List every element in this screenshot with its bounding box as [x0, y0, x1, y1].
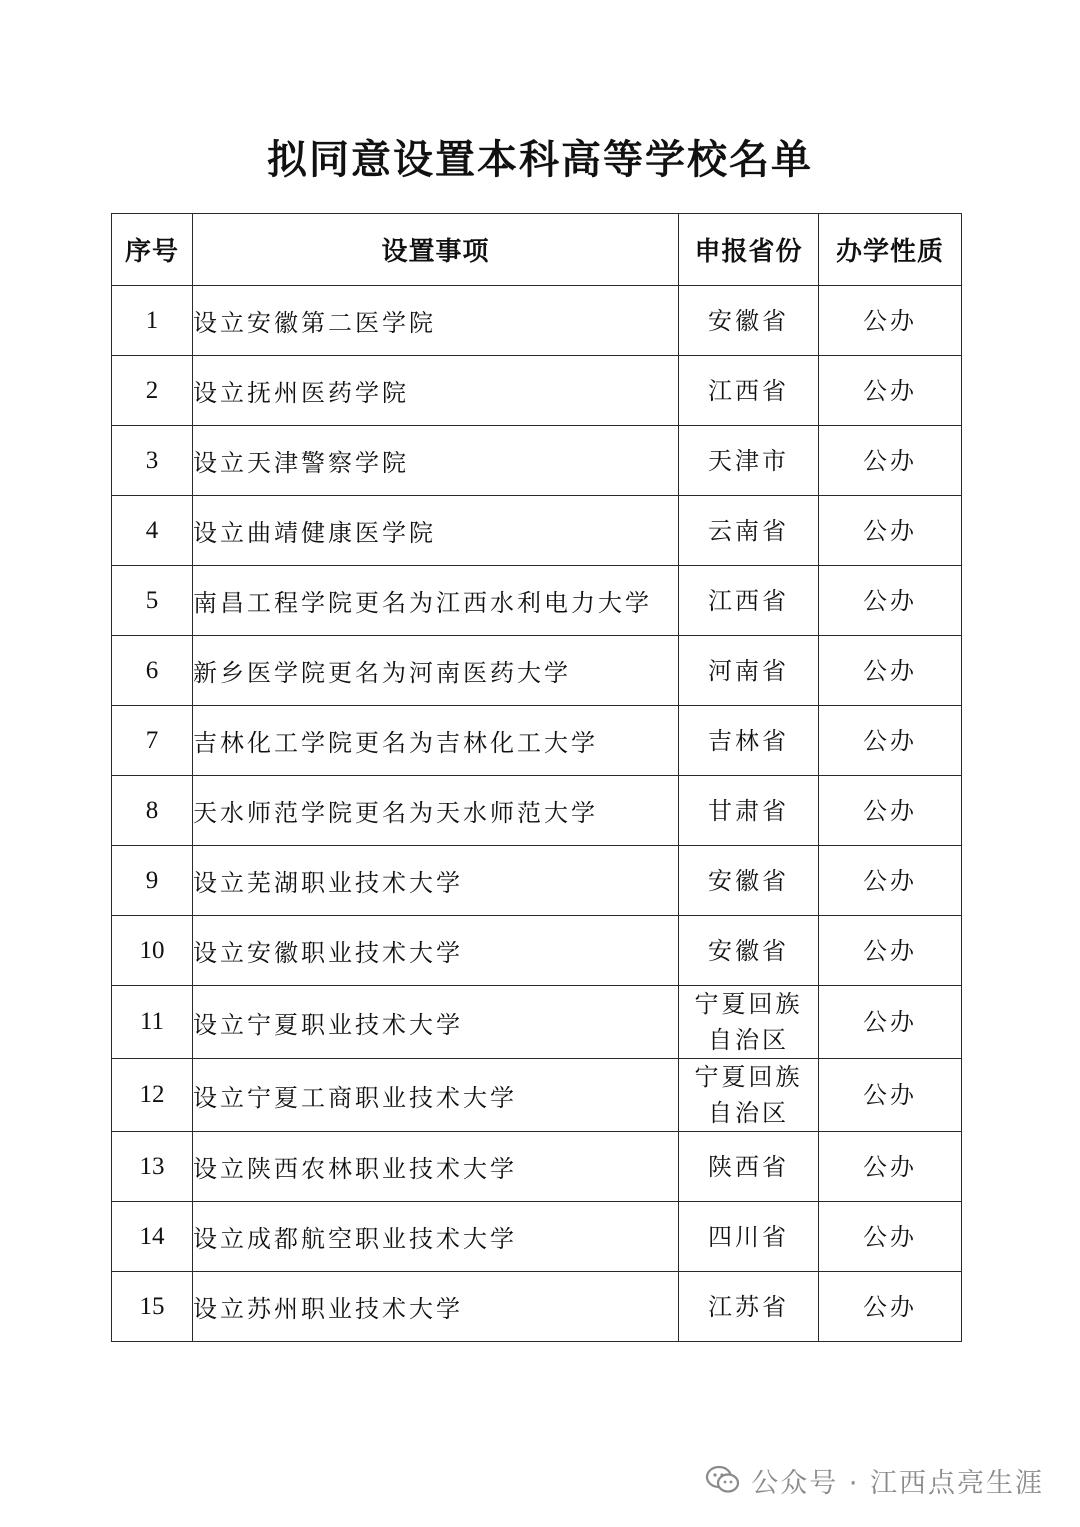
row-nature: 公办 — [819, 1059, 962, 1132]
table-row — [112, 776, 962, 846]
row-number: 15 — [112, 1272, 193, 1342]
row-province: 安徽省 — [679, 286, 819, 356]
row-province: 江苏省 — [679, 1272, 819, 1342]
table-row — [112, 1272, 962, 1342]
row-province: 甘肃省 — [679, 776, 819, 846]
row-number: 8 — [112, 776, 193, 846]
row-province: 吉林省 — [679, 706, 819, 776]
row-province: 云南省 — [679, 496, 819, 566]
row-number: 6 — [112, 636, 193, 706]
row-province: 宁夏回族 自治区 — [679, 1059, 819, 1132]
row-item: 设立宁夏职业技术大学 — [193, 986, 679, 1059]
table-row — [112, 706, 962, 776]
row-nature: 公办 — [819, 636, 962, 706]
row-item: 吉林化工学院更名为吉林化工大学 — [193, 706, 679, 776]
table-header-row — [112, 214, 962, 286]
wechat-icon — [705, 1465, 741, 1495]
row-province: 安徽省 — [679, 846, 819, 916]
row-nature: 公办 — [819, 776, 962, 846]
row-number: 4 — [112, 496, 193, 566]
row-item: 新乡医学院更名为河南医药大学 — [193, 636, 679, 706]
table-row — [112, 356, 962, 426]
table-row — [112, 496, 962, 566]
header-province: 申报省份 — [679, 214, 819, 286]
row-province: 安徽省 — [679, 916, 819, 986]
table-row — [112, 286, 962, 356]
row-item: 设立芜湖职业技术大学 — [193, 846, 679, 916]
row-number: 1 — [112, 286, 193, 356]
row-province: 江西省 — [679, 566, 819, 636]
row-item: 南昌工程学院更名为江西水利电力大学 — [193, 566, 679, 636]
row-nature: 公办 — [819, 846, 962, 916]
table-row — [112, 986, 962, 1059]
row-nature: 公办 — [819, 286, 962, 356]
table-row — [112, 1059, 962, 1132]
table-row — [112, 846, 962, 916]
page-title: 拟同意设置本科高等学校名单 — [267, 136, 813, 183]
row-province: 天津市 — [679, 426, 819, 496]
row-nature: 公办 — [819, 1132, 962, 1202]
row-nature: 公办 — [819, 496, 962, 566]
row-province: 四川省 — [679, 1202, 819, 1272]
row-item: 设立成都航空职业技术大学 — [193, 1202, 679, 1272]
header-nature: 办学性质 — [819, 214, 962, 286]
row-province: 宁夏回族 自治区 — [679, 986, 819, 1059]
table-body — [112, 286, 962, 1342]
row-province: 陕西省 — [679, 1132, 819, 1202]
row-number: 2 — [112, 356, 193, 426]
row-number: 9 — [112, 846, 193, 916]
row-item: 设立曲靖健康医学院 — [193, 496, 679, 566]
table-row — [112, 426, 962, 496]
table-row — [112, 1202, 962, 1272]
row-number: 5 — [112, 566, 193, 636]
row-province: 江西省 — [679, 356, 819, 426]
row-nature: 公办 — [819, 986, 962, 1059]
row-number: 7 — [112, 706, 193, 776]
row-item: 设立安徽职业技术大学 — [193, 916, 679, 986]
row-number: 12 — [112, 1059, 193, 1132]
row-number: 14 — [112, 1202, 193, 1272]
row-item: 设立抚州医药学院 — [193, 356, 679, 426]
watermark-text: 公众号 · 江西点亮生涯 — [751, 1467, 1044, 1499]
row-province: 河南省 — [679, 636, 819, 706]
header-no: 序号 — [112, 214, 193, 286]
table-row — [112, 636, 962, 706]
row-number: 3 — [112, 426, 193, 496]
row-nature: 公办 — [819, 1202, 962, 1272]
row-number: 10 — [112, 916, 193, 986]
table-row — [112, 1132, 962, 1202]
table-row — [112, 566, 962, 636]
table-row — [112, 916, 962, 986]
row-nature: 公办 — [819, 916, 962, 986]
row-item: 设立陕西农林职业技术大学 — [193, 1132, 679, 1202]
row-nature: 公办 — [819, 566, 962, 636]
row-number: 13 — [112, 1132, 193, 1202]
row-number: 11 — [112, 986, 193, 1059]
row-item: 设立天津警察学院 — [193, 426, 679, 496]
row-item: 设立宁夏工商职业技术大学 — [193, 1059, 679, 1132]
row-nature: 公办 — [819, 356, 962, 426]
row-item: 设立安徽第二医学院 — [193, 286, 679, 356]
row-nature: 公办 — [819, 706, 962, 776]
row-nature: 公办 — [819, 1272, 962, 1342]
row-item: 设立苏州职业技术大学 — [193, 1272, 679, 1342]
row-nature: 公办 — [819, 426, 962, 496]
school-list-table — [111, 213, 962, 1342]
watermark — [705, 1458, 1044, 1502]
header-item: 设置事项 — [193, 214, 679, 286]
row-item: 天水师范学院更名为天水师范大学 — [193, 776, 679, 846]
